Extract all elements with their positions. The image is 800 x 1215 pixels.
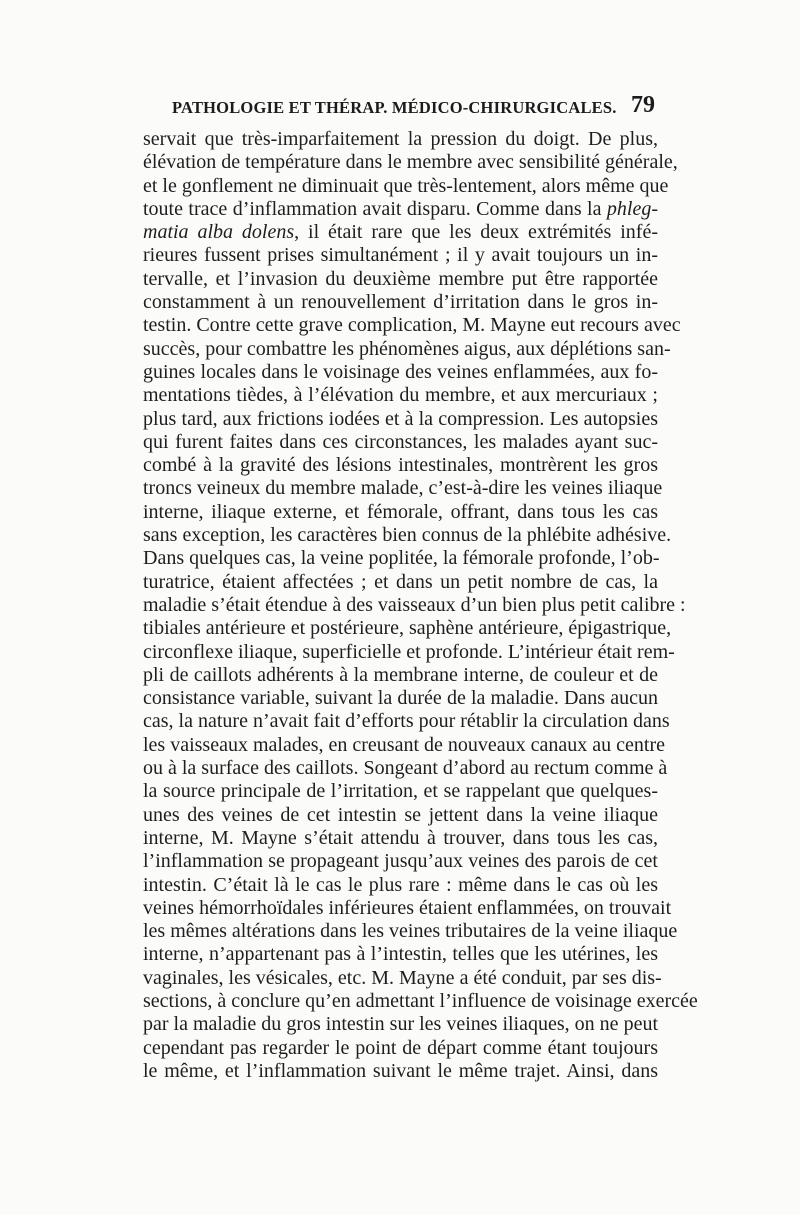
text-line: consistance variable, suivant la durée de la maladie. Dans aucun bbox=[143, 687, 658, 710]
text-line: vaginales, les vésicales, etc. M. Mayne a été conduit, par ses dis- bbox=[143, 966, 662, 989]
text-line: guines locales dans le voisinage des veines enflammées, aux fo- bbox=[143, 360, 658, 383]
text-line: élévation de température dans le membre avec sensibilité générale, bbox=[143, 151, 678, 174]
italic-term: phleg- bbox=[606, 197, 658, 220]
body-text bbox=[143, 128, 698, 1083]
text-line: cependant pas regarder le point de départ comme étant toujours bbox=[143, 1036, 658, 1059]
text-line: interne, n’appartenant pas à l’intestin, telles que les utérines, les bbox=[143, 943, 658, 966]
text-line: unes des veines de cet intestin se jettent dans la veine iliaque bbox=[143, 803, 658, 826]
text-line: Dans quelques cas, la veine poplitée, la fémorale profonde, l’ob- bbox=[143, 547, 660, 570]
text-line: circonflexe iliaque, superficielle et profonde. L’intérieur était rem- bbox=[143, 640, 675, 663]
text-line: tibiales antérieure et postérieure, saphène antérieure, épigastrique, bbox=[143, 617, 672, 640]
text-segment: , il était rare que les deux extrémités infé- bbox=[294, 221, 658, 244]
text-line: rieures fussent prises simultanément ; il y avait toujours un in- bbox=[143, 244, 658, 267]
text-line: servait que très-imparfaitement la pression du doigt. De plus, bbox=[143, 128, 658, 150]
running-title: PATHOLOGIE ET THÉRAP. MÉDICO-CHIRURGICALES. bbox=[172, 98, 617, 117]
text-line: les vaisseaux malades, en creusant de nouveaux canaux au centre bbox=[143, 733, 665, 756]
running-head bbox=[150, 94, 655, 124]
text-line: turatrice, étaient affectées ; et dans un petit nombre de cas, la bbox=[143, 570, 658, 593]
text-line: veines hémorrhoïdales inférieures étaient enflammées, on trouvait bbox=[143, 896, 672, 919]
text-line: et le gonflement ne diminuait que très-lentement, alors même que bbox=[143, 174, 669, 197]
text-line: les mêmes altérations dans les veines tributaires de la veine iliaque bbox=[143, 920, 678, 943]
text-line: mentations tièdes, à l’élévation du membre, et aux mercuriaux ; bbox=[143, 384, 658, 407]
text-line bbox=[143, 221, 658, 244]
text-line: l’inflammation se propageant jusqu’aux veines des parois de cet bbox=[143, 850, 658, 873]
page-number: 79 bbox=[631, 92, 655, 118]
text-line: par la maladie du gros intestin sur les veines iliaques, on ne peut bbox=[143, 1013, 658, 1036]
text-line: succès, pour combattre les phénomènes aigus, aux déplétions san- bbox=[143, 337, 671, 360]
text-line: troncs veineux du membre malade, c’est-à-dire les veines iliaque bbox=[143, 477, 663, 500]
text-line: la source principale de l’irritation, et se rappelant que quelques- bbox=[143, 780, 658, 803]
text-line: interne, M. Mayne s’était attendu à trouver, dans tous les cas, bbox=[143, 826, 658, 849]
text-line: cas, la nature n’avait fait d’efforts pour rétablir la circulation dans bbox=[143, 710, 670, 733]
text-line: qui furent faites dans ces circonstances, les malades ayant suc- bbox=[143, 430, 658, 453]
text-segment: toute trace d’inflammation avait disparu. Comme dans la bbox=[143, 197, 607, 220]
text-line: sans exception, les caractères bien connus de la phlébite adhésive. bbox=[143, 524, 672, 547]
text-line: pli de caillots adhérents à la membrane interne, de couleur et de bbox=[143, 663, 658, 686]
text-line: ou à la surface des caillots. Songeant d’abord au rectum comme à bbox=[143, 757, 668, 780]
text-line: sections, à conclure qu’en admettant l’influence de voisinage exercée bbox=[143, 989, 698, 1012]
text-line: interne, iliaque externe, et fémorale, offrant, dans tous les cas bbox=[143, 500, 658, 523]
italic-term: matia alba dolens bbox=[143, 221, 295, 244]
text-line: plus tard, aux frictions iodées et à la compression. Les autopsies bbox=[143, 407, 658, 430]
text-line: testin. Contre cette grave complication, M. Mayne eut recours avec bbox=[143, 314, 681, 337]
text-line: maladie s’était étendue à des vaisseaux d’un bien plus petit calibre : bbox=[143, 593, 686, 616]
text-line: le même, et l’inflammation suivant le même trajet. Ainsi, dans bbox=[143, 1059, 658, 1082]
text-line: intestin. C’était là le cas le plus rare : même dans le cas où les bbox=[143, 873, 658, 896]
text-line: combé à la gravité des lésions intestinales, montrèrent les gros bbox=[143, 454, 658, 477]
text-line bbox=[143, 198, 658, 221]
text-line: constamment à un renouvellement d’irritation dans le gros in- bbox=[143, 291, 658, 314]
text-line: tervalle, et l’invasion du deuxième membre put être rapportée bbox=[143, 267, 658, 290]
